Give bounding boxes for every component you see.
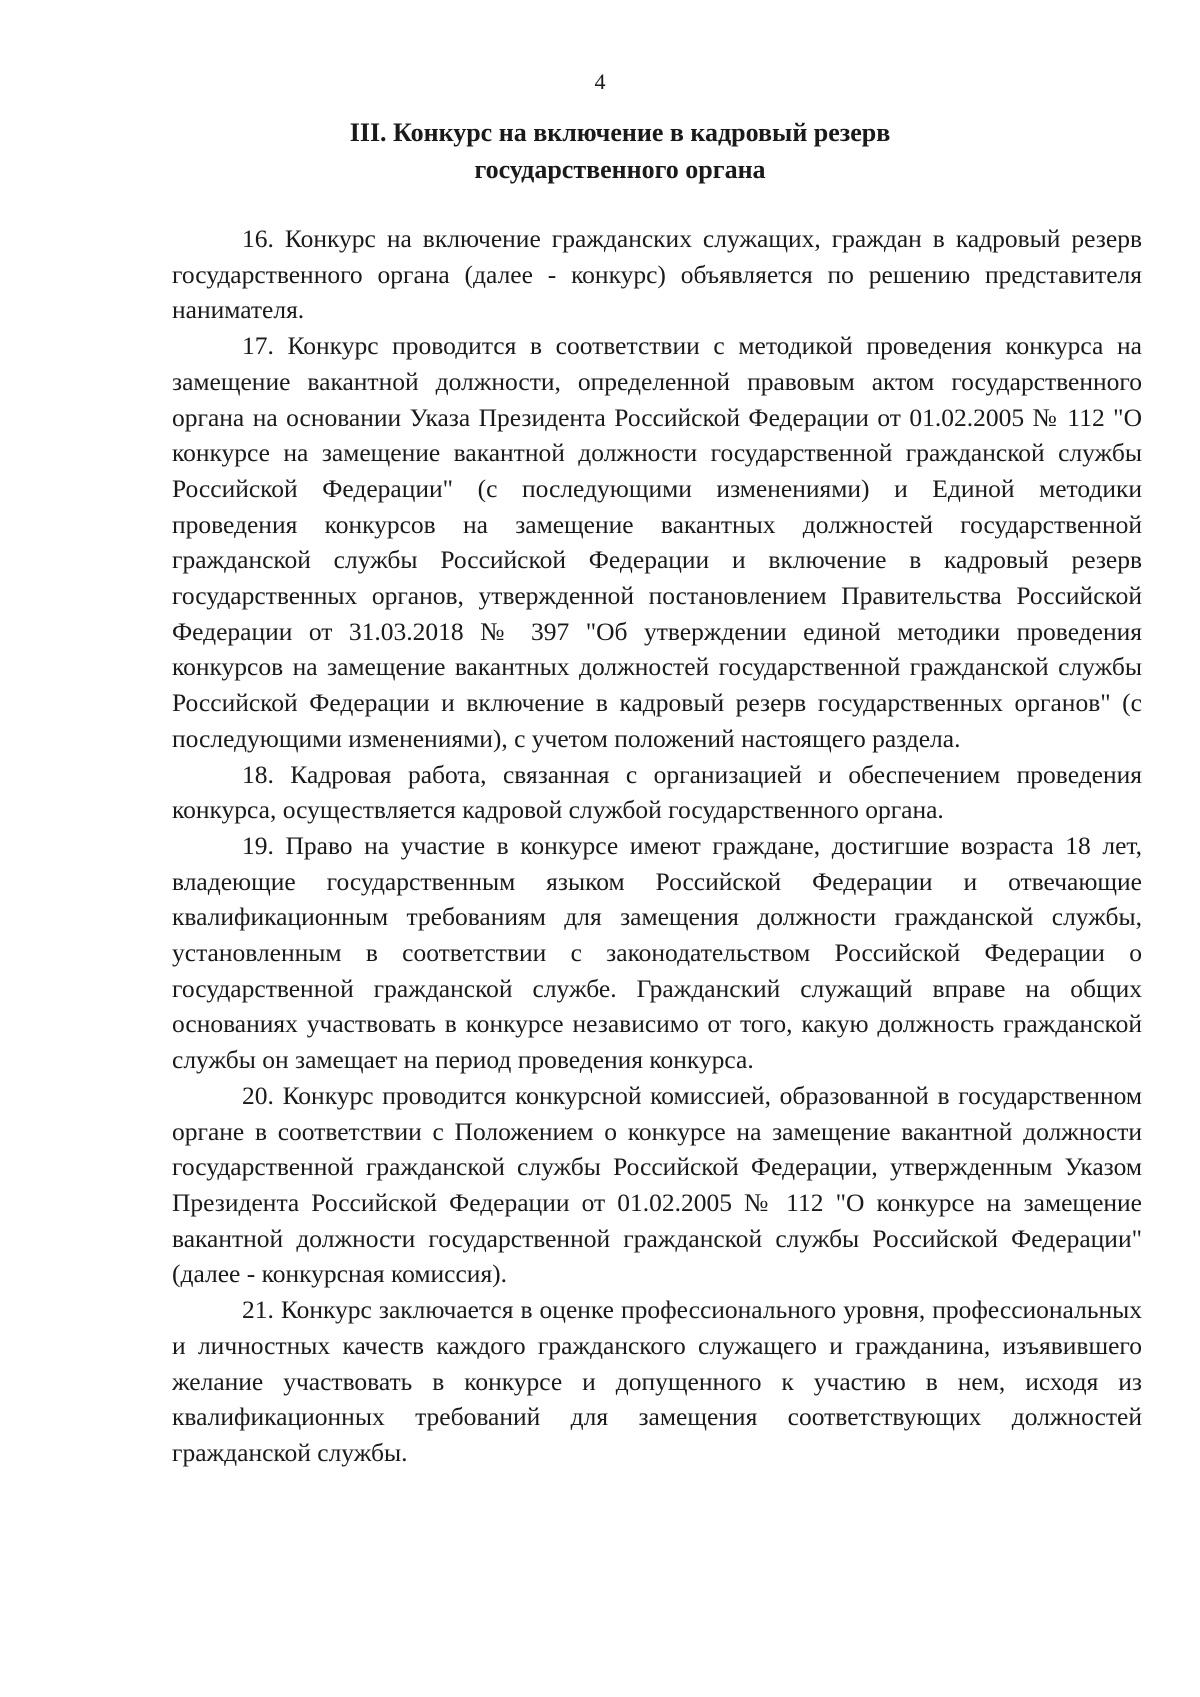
page-number: 4 bbox=[594, 69, 606, 94]
section-heading bbox=[170, 114, 1070, 188]
paragraph-18: 18. Кадровая работа, связанная с организацией и обеспечением проведения конкурса, осуществляется кадровой службой государственного органа. bbox=[172, 759, 1142, 825]
section-heading-line-2: государственного органа bbox=[474, 155, 766, 184]
paragraph-19: 19. Право на участие в конкурсе имеют граждане, достигшие возраста 18 лет, владеющие государственным языком Российской Федерации и отвечающие квалификационным требованиям для замещения должности гражданской службы, установленным в соответствии с законодательством Российской Федерации о государственной гражданской службе. Гражданский служащий вправе на общих основаниях участвовать в конкурсе независимо от того, какую должность гражданской службы он замещает на период проведения конкурса. bbox=[172, 830, 1142, 1075]
paragraph-21: 21. Конкурс заключается в оценке профессионального уровня, профессиональных и личностных качеств каждого гражданского служащего и гражданина, изъявившего желание участвовать в конкурсе и допущенного к участию в нем, исходя из квалификационных требований для замещения соответствующих должностей гражданской службы. bbox=[172, 1295, 1142, 1467]
document-body bbox=[172, 221, 1142, 1471]
paragraph-16: 16. Конкурс на включение гражданских служащих, граждан в кадровый резерв государственного органа (далее - конкурс) объявляется по решению представителя нанимателя. bbox=[172, 224, 1142, 325]
section-heading-line-1: III. Конкурс на включение в кадровый резерв bbox=[349, 118, 891, 147]
paragraph-17: 17. Конкурс проводится в соответствии с методикой проведения конкурса на замещение вакантной должности, определенной правовым актом государственного органа на основании Указа Президента Российской Федерации от 01.02.2005 № 112 "О конкурсе на замещение вакантной должности государственной гражданской службы Российской Федерации" (с последующими изменениями) и Единой методики проведения конкурсов на замещение вакантных должностей государственной гражданской службы Российской Федерации и включение в кадровый резерв государственных органов, утвержденной постановлением Правительства Российской Федерации от 31.03.2018 № 397 "Об утверждении единой методики проведения конкурсов на замещение вакантных должностей государственной гражданской службы Российской Федерации и включение в кадровый резерв государственных органов" (с последующими изменениями), с учетом положений настоящего раздела. bbox=[172, 331, 1142, 753]
paragraph-20: 20. Конкурс проводится конкурсной комиссией, образованной в государственном органе в соответствии с Положением о конкурсе на замещение вакантной должности государственной гражданской службы Российской Федерации, утвержденным Указом Президента Российской Федерации от 01.02.2005 № 112 "О конкурсе на замещение вакантной должности государственной гражданской службы Российской Федерации" (далее - конкурсная комиссия). bbox=[172, 1080, 1142, 1289]
